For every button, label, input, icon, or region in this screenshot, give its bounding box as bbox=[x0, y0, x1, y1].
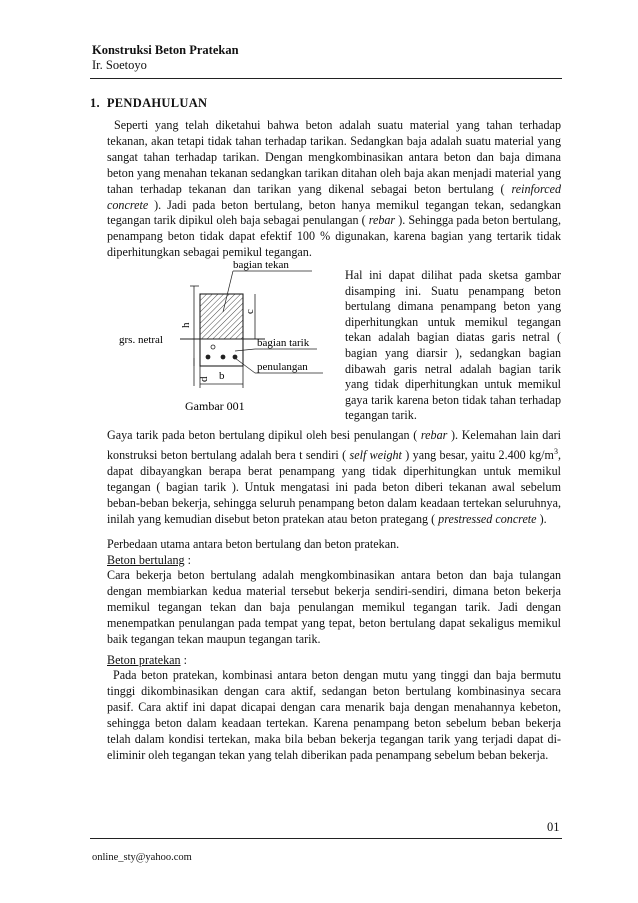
leader-line-tarik bbox=[235, 349, 255, 351]
dim-b-label: b bbox=[219, 370, 225, 382]
dim-d-label: d bbox=[198, 376, 210, 382]
beton-bertulang-title: Beton bertulang bbox=[107, 553, 185, 567]
para3-text-d: , dapat dibayangkan berapa berat penampang yang tidak diperhitungkan untuk memikul tegangan ( bagian tarik ). Untuk mengatasi ini pada beton diberi tekanan awal sebelum beban-beban bekerja, sehingga seluruh penampang beton dalam keadaan tertekan seluruhnya, inilah yang kemudian disebut beton pratekan atau beton prategang ( bbox=[107, 447, 561, 526]
page-number: 01 bbox=[547, 820, 560, 834]
beam-section-diagram bbox=[105, 254, 340, 424]
beton-pratekan-paragraph: Pada beton pratekan, kombinasi antara beton dengan mutu yang tinggi dan baja bermutu tinggi dikombinasikan dengan cara aktif, sedangan beton bertulang kombinasinya secara pasif. Cara aktif ini dapat dicapai dengan cara menarik baja dengan menahannya kebeton, sehingga beton dalam keadaan tertekan. Karena penampang beton sebelum beban bekerja telah dalam kondisi tertekan, maka bila beban bekerja tegangan tarik yang terjadi dapat di-eliminir oleh tegangan tekan yang telah diberikan pada penampang sebelum beban bekerja. bbox=[107, 668, 561, 762]
para1-text-c: ). Sehingga pada beton bertulang, penampang beton tidak dapat efektif 100 % digunakan, karena bagian yang tertarik tidak diperhitungkan sebagai pemikul tegangan. bbox=[107, 213, 561, 260]
figure-caption: Gambar 001 bbox=[185, 399, 245, 413]
term-prestressed-concrete: prestressed concrete bbox=[438, 511, 537, 526]
heading-colon: : bbox=[180, 653, 187, 667]
para3-text-b: ). Kelemahan lain dari konstruksi beton bertulang adalah bera t sendiri ( bbox=[107, 428, 562, 462]
section-heading bbox=[90, 96, 207, 111]
difference-intro: Perbedaan utama antara beton bertulang dan beton pratekan. bbox=[107, 537, 400, 551]
header-divider bbox=[90, 78, 562, 79]
beton-pratekan-title: Beton pratekan bbox=[107, 653, 181, 667]
label-penulangan: penulangan bbox=[257, 361, 308, 373]
para3-text-a: Gaya tarik pada beton bertulang dipikul oleh besi penulangan ( bbox=[107, 428, 418, 442]
para1-text-b: ). Jadi pada beton bertulang, beton hanya memikul tegangan tekan, sedangkan tegangan tarik dipikul oleh baja sebagai penulangan ( bbox=[107, 197, 561, 228]
beton-pratekan-heading bbox=[107, 652, 187, 668]
superscript-3: 3 bbox=[553, 446, 558, 456]
beton-bertulang-paragraph: Cara bekerja beton bertulang adalah mengkombinasikan antara beton dan baja tulangan dengan membiarkan kedua material tersebut bekerja sendiri-sendiri, dimana beton bekerja memikul tegangan tekan dan baja penulangan memikul tegangan tarik. Jadi dengan menempatkan penulangan pada tempat yang tepat, beton bertulang dapat sekaligus memikul baik tegangan tekan maupun tegangan tarik. bbox=[107, 568, 561, 646]
label-garis-netral: grs. netral bbox=[119, 334, 163, 346]
rebar-dot bbox=[233, 355, 238, 360]
stirrup-bar-dot bbox=[211, 345, 215, 349]
label-bagian-tarik: bagian tarik bbox=[257, 337, 310, 349]
dim-c-label: c bbox=[244, 309, 256, 314]
term-rebar: rebar bbox=[420, 428, 448, 442]
figure-explanation-paragraph: Hal ini dapat dilihat pada sketsa gambar disamping ini. Suatu penampang beton bertulang dimana penampang beton yang diperhitungkan untuk memikul tegangan tekan adalah bagian diatas garis netral ( bagian yang diarsir ), sedangkan bagian dibawah garis netral adalah bagian tarik yang tidak diperhitungkan untuk memikul gaya tarik karena beton tidak tahan terhadap tegangan tarik. bbox=[345, 268, 561, 423]
term-reinforced-concrete: reinforced concrete bbox=[107, 181, 561, 212]
footer-email: online_sty@yahoo.com bbox=[92, 852, 192, 863]
para1-text-a: Seperti yang telah diketahui bahwa beton adalah suatu material yang tahan terhadap tekanan, akan tetapi tidak tahan terhadap tarikan. Sedangkan baja adalah suatu material yang sangat tahan terhadap tarikan. Dengan mengkombinasikan antara beton dan baja dimana beton yang menahan tekanan sedangkan tarikan ditahan oleh baja akan menjadi material yang tahan terhadap tekanan dan tarikan yang dikenal sebagai beton bertulang ( bbox=[107, 118, 562, 196]
rebar-weakness-paragraph bbox=[107, 428, 561, 527]
heading-colon: : bbox=[184, 553, 191, 567]
footer-divider bbox=[90, 838, 562, 839]
compression-zone-hatch bbox=[200, 294, 243, 339]
para3-text-e: ). bbox=[539, 511, 547, 526]
term-self-weight: self weight bbox=[349, 447, 402, 462]
document-title: Konstruksi Beton Pratekan bbox=[92, 43, 239, 57]
dim-h-label: h bbox=[180, 322, 192, 328]
section-title: PENDAHULUAN bbox=[106, 96, 208, 110]
term-rebar: rebar bbox=[368, 213, 396, 228]
section-number: 1. bbox=[90, 96, 100, 110]
intro-paragraph bbox=[107, 118, 561, 261]
document-author: Ir. Soetoyo bbox=[92, 58, 147, 72]
rebar-dot bbox=[221, 355, 226, 360]
label-bagian-tekan: bagian tekan bbox=[233, 259, 289, 271]
rebar-dot bbox=[206, 355, 211, 360]
beton-bertulang-heading bbox=[107, 552, 191, 568]
para3-text-c: ) yang besar, yaitu 2.400 kg/m bbox=[405, 447, 554, 462]
